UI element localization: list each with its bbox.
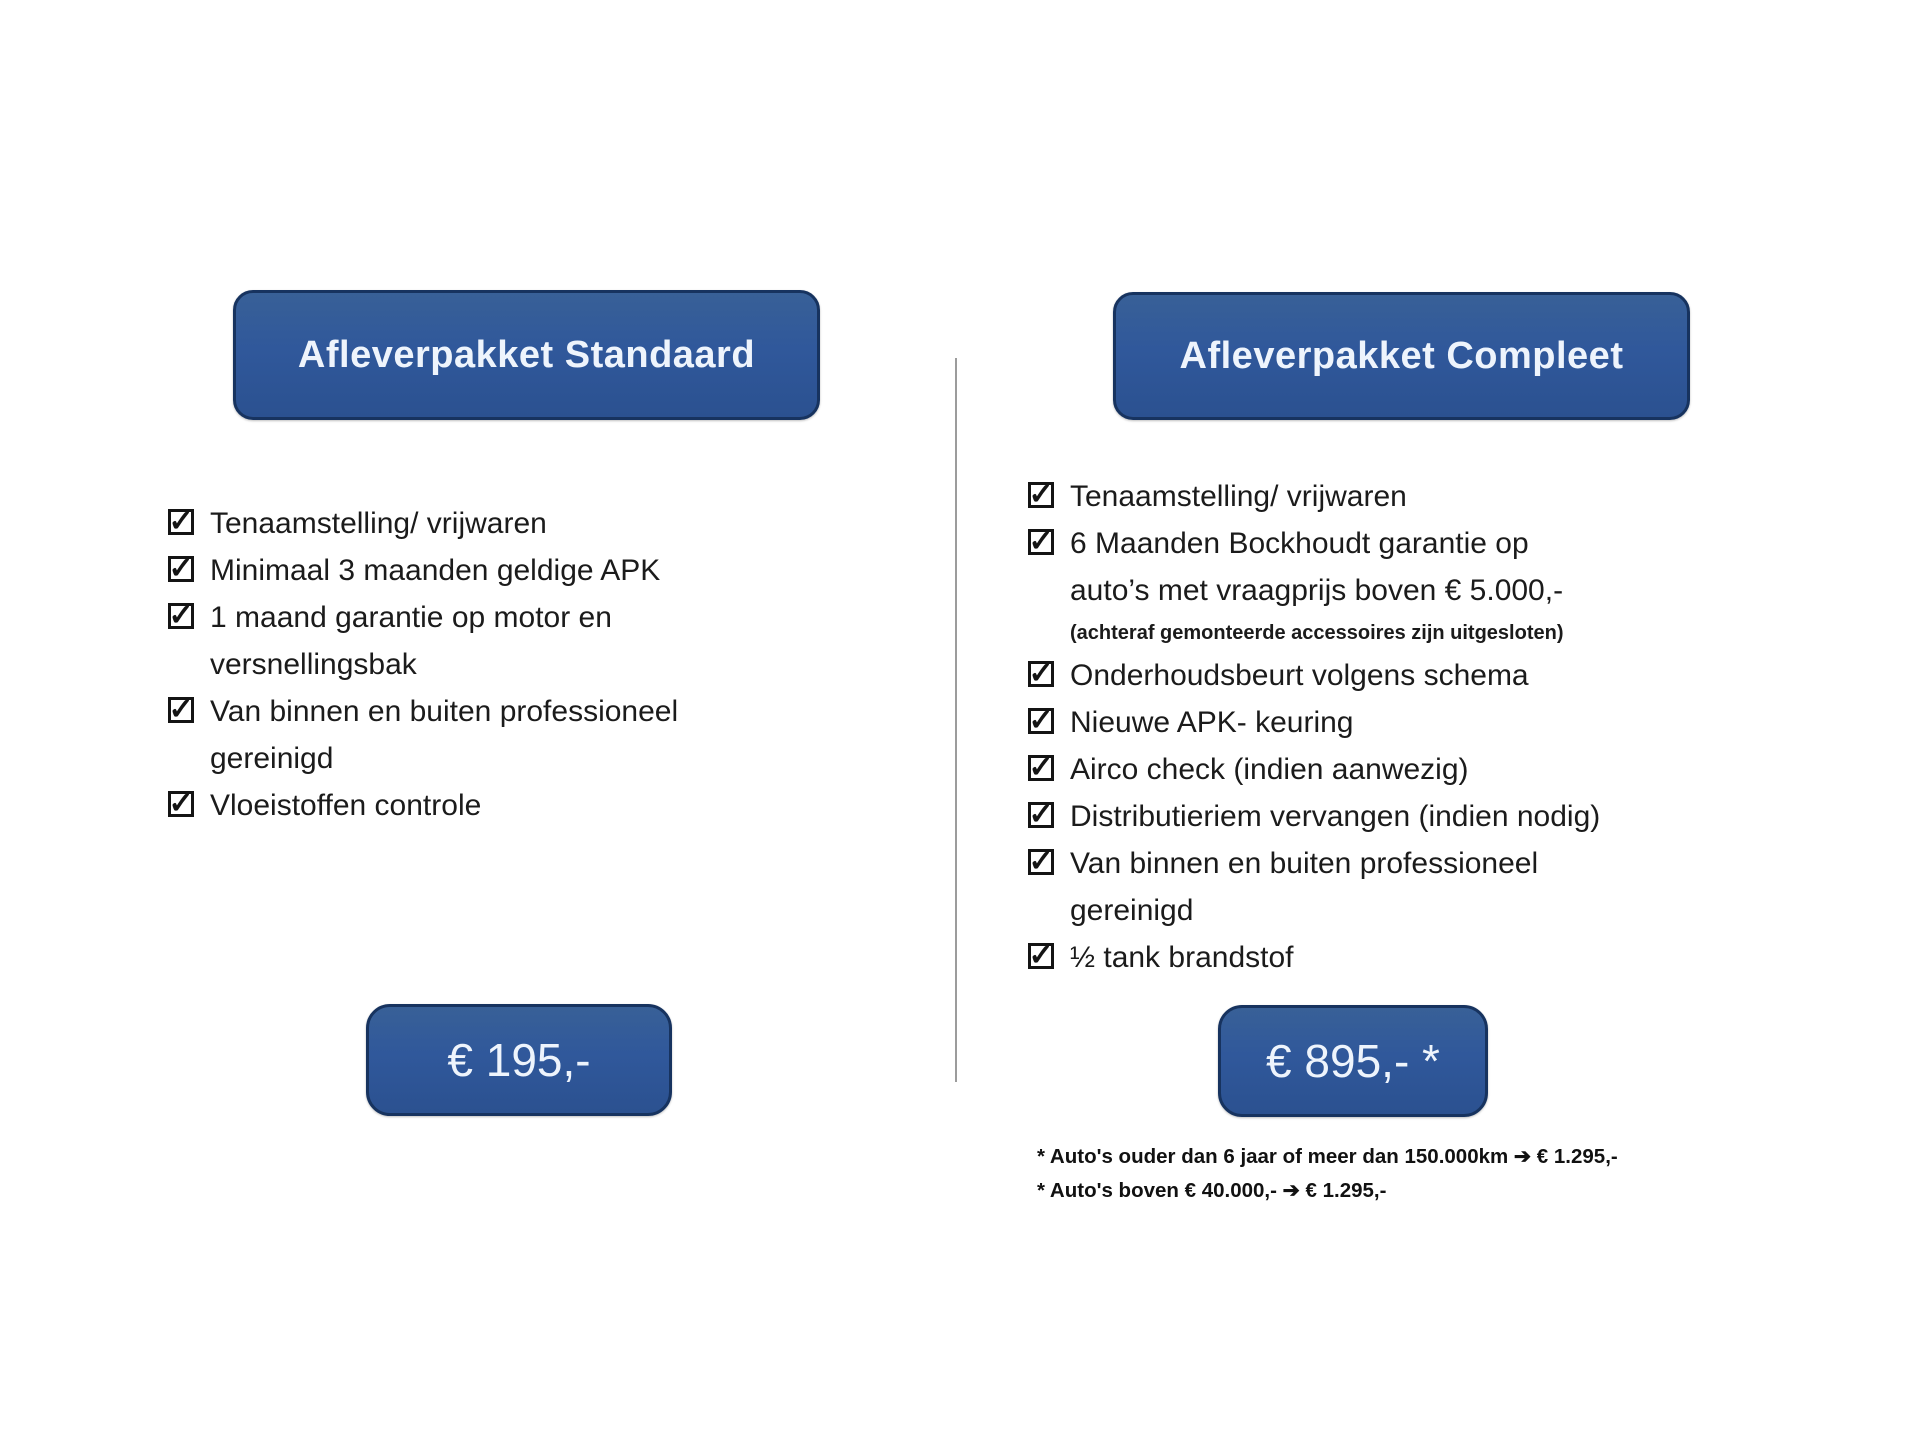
checklist-item-continuation [1028, 887, 1600, 934]
checklist-item-label: Van binnen en buiten professioneel [210, 695, 679, 728]
checklist-item-label: ½ tank brandstof [1070, 941, 1294, 974]
checklist-item-continuation [168, 735, 678, 782]
checklist-item [168, 547, 678, 594]
checklist-item-label: Tenaamstelling/ vrijwaren [210, 507, 547, 540]
checked-checkbox-icon: ✓ [168, 693, 194, 726]
checklist-item-footnote: (achteraf gemonteerde accessoires zijn uitgesloten) [1070, 622, 1564, 644]
checklist-item-label: gereinigd [210, 742, 334, 775]
complete-package-title-box [1113, 292, 1690, 420]
checked-checkbox-icon: ✓ [168, 552, 194, 585]
checklist-item-label: 6 Maanden Bockhoudt garantie op [1070, 527, 1529, 560]
checklist-item-label: versnellingsbak [210, 648, 417, 681]
checklist-item-continuation [168, 641, 678, 688]
checked-checkbox-icon: ✓ [168, 787, 194, 820]
checklist-item [1028, 746, 1600, 793]
standard-package-title: Afleverpakket Standaard [297, 333, 756, 376]
checked-checkbox-icon: ✓ [1028, 478, 1054, 511]
checklist-item [168, 500, 678, 547]
checklist-item-label: 1 maand garantie op motor en [210, 601, 612, 634]
checklist-item [1028, 699, 1600, 746]
price-footnote: * Auto's boven € 40.000,- ➔ € 1.295,- [1037, 1179, 1387, 1202]
checked-checkbox-icon: ✓ [1028, 798, 1054, 831]
checklist-item [1028, 473, 1600, 520]
checklist-item-label: Distributieriem vervangen (indien nodig) [1070, 800, 1601, 833]
checklist-item-label: Onderhoudsbeurt volgens schema [1070, 659, 1529, 692]
price-footnote: * Auto's ouder dan 6 jaar of meer dan 150.000km ➔ € 1.295,- [1037, 1145, 1618, 1168]
checklist-item [1028, 934, 1600, 981]
checked-checkbox-icon: ✓ [1028, 704, 1054, 737]
complete-package-title: Afleverpakket Compleet [1179, 334, 1624, 377]
checklist-item-label: auto’s met vraagprijs boven € 5.000,- [1070, 574, 1564, 607]
standard-price-badge [366, 1004, 672, 1116]
checklist-item-continuation [1028, 567, 1600, 614]
checklist-item-label: Van binnen en buiten professioneel [1070, 847, 1539, 880]
checked-checkbox-icon: ✓ [168, 505, 194, 538]
checked-checkbox-icon: ✓ [1028, 751, 1054, 784]
standard-package-checklist [168, 500, 678, 829]
checklist-item-label: gereinigd [1070, 894, 1194, 927]
complete-price-badge [1218, 1005, 1488, 1117]
checked-checkbox-icon: ✓ [1028, 657, 1054, 690]
complete-price: € 895,- * [1266, 1035, 1440, 1087]
checklist-item [1028, 652, 1600, 699]
column-divider [955, 358, 957, 1082]
checklist-item-label: Vloeistoffen controle [210, 789, 482, 822]
price-footnotes [1037, 1140, 1618, 1208]
checked-checkbox-icon: ✓ [168, 599, 194, 632]
checked-checkbox-icon: ✓ [1028, 845, 1054, 878]
checklist-item [1028, 840, 1600, 887]
checklist-item [168, 594, 678, 641]
checklist-item [1028, 520, 1600, 567]
checklist-item [168, 782, 678, 829]
checklist-item-label: Airco check (indien aanwezig) [1070, 753, 1469, 786]
checked-checkbox-icon: ✓ [1028, 525, 1054, 558]
checklist-item-note [1028, 614, 1600, 652]
checklist-item-label: Tenaamstelling/ vrijwaren [1070, 480, 1407, 513]
checklist-item [1028, 793, 1600, 840]
standard-price: € 195,- [447, 1034, 591, 1086]
standard-package-title-box [233, 290, 820, 420]
checklist-item-label: Minimaal 3 maanden geldige APK [210, 554, 661, 587]
complete-package-checklist [1028, 473, 1600, 981]
checklist-item [168, 688, 678, 735]
checked-checkbox-icon: ✓ [1028, 939, 1054, 972]
checklist-item-label: Nieuwe APK- keuring [1070, 706, 1354, 739]
